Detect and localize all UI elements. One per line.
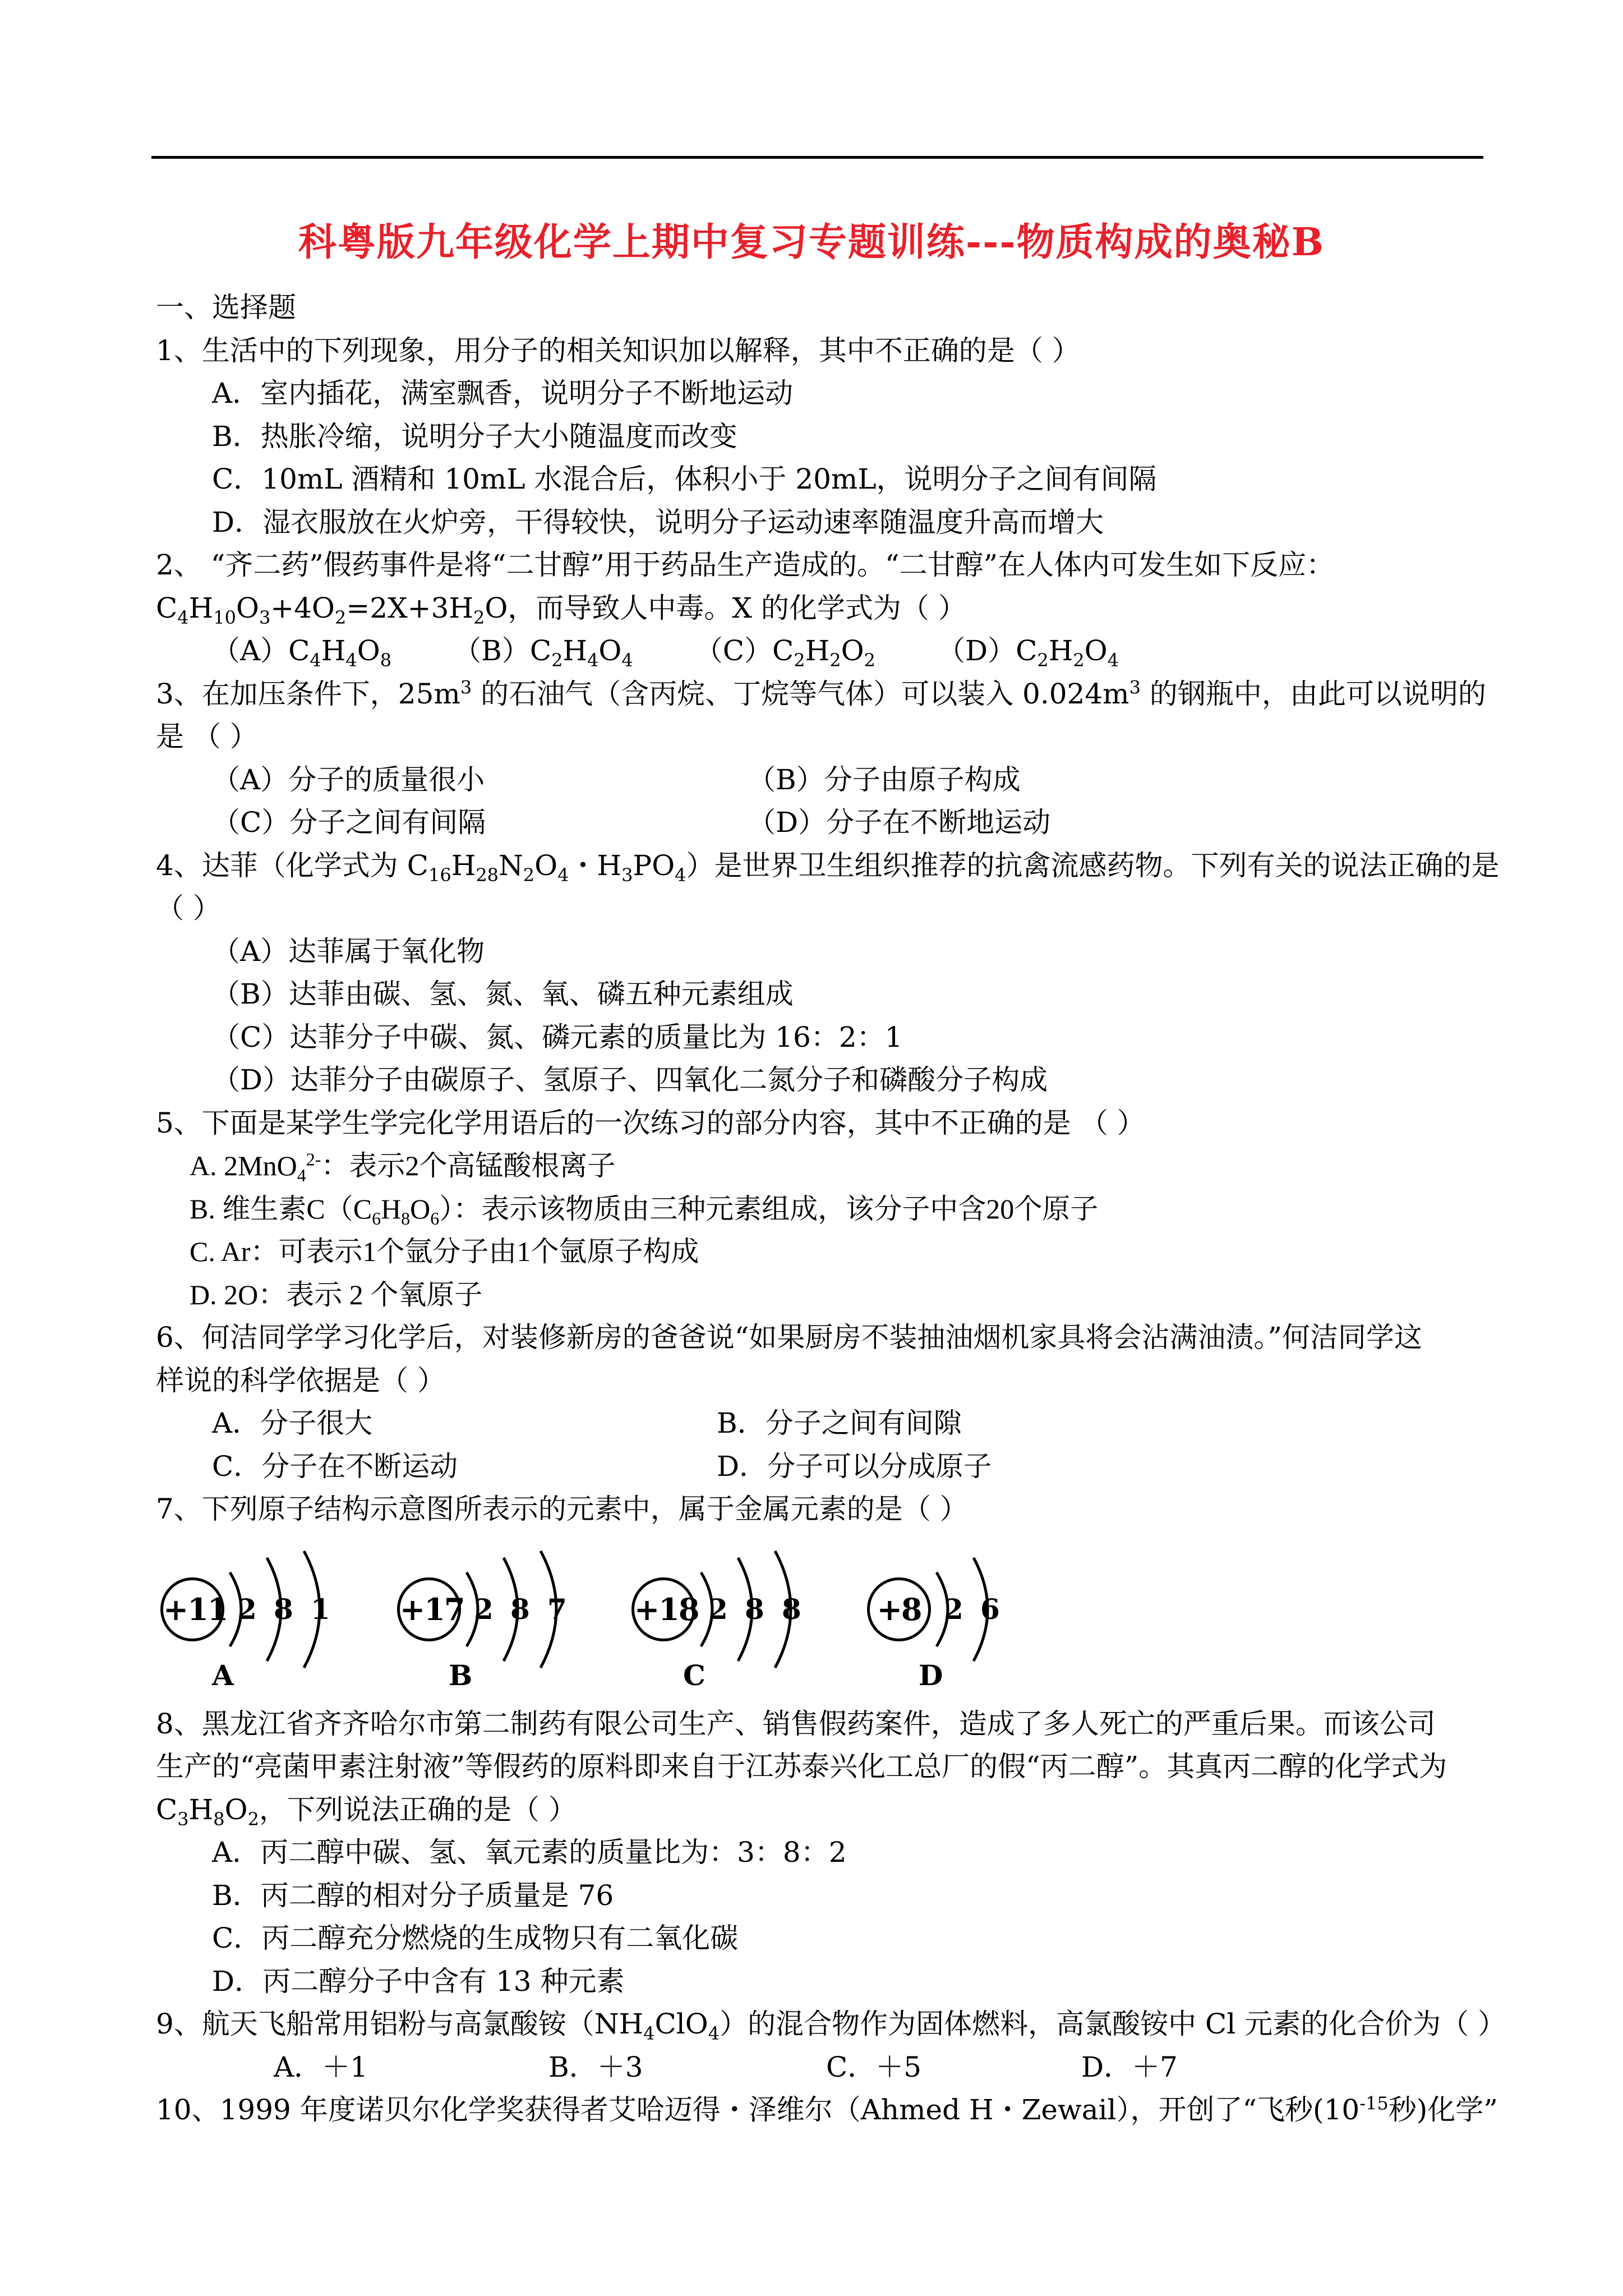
question-9-option-d: D．＋7 [1081,2050,1178,2083]
question-list [156,286,1506,2132]
question-6-option-c: C．分子在不断运动 [212,1450,458,1483]
question-8-option-b: B．丙二醇的相对分子质量是 76 [212,1879,614,1912]
question-5-option-a: A. 2MnO$_4^{2-}$：表示2个高锰酸根离子 [190,1149,616,1185]
question-6-option-d: D．分子可以分成原子 [717,1450,992,1483]
header-rule [151,156,1483,159]
atom-b-shell-1: 2 [474,1592,494,1626]
question-9-option-b: B．＋3 [548,2050,643,2083]
atom-a-shell-2: 8 [274,1592,293,1626]
question-1-option-c: C．10mL 酒精和 10mL 水混合后，体积小于 20mL，说明分子之间有间隔 [212,463,1157,495]
atom-c-shell-3: 8 [782,1592,801,1626]
atom-a-shell-1: 2 [237,1592,257,1626]
atom-b-shell-3: 7 [547,1592,567,1626]
atom-diagram-c [627,1531,874,1703]
question-3-stem: 3、在加压条件下，$25m^3$ 的石油气（含丙烷、丁烷等气体）可以装入 $0.024m^3$ 的钢瓶中，由此可以说明的 [156,676,1486,710]
question-9-option-c: C．＋5 [826,2050,922,2083]
question-1-stem: 1、生活中的下列现象，用分子的相关知识加以解释，其中不正确的是（ ） [156,334,1080,367]
question-3-option-d: （D）分子在不断地运动 [748,806,1051,839]
question-8-stem-cont: 生产的“亮菌甲素注射液”等假药的原料即来自于江苏泰兴化工总厂的假“丙二醇”。其真丙二醇的化学式为 [156,1750,1447,1783]
question-10-stem: 10、1999 年度诺贝尔化学奖获得者艾哈迈得・泽维尔（Ahmed H・Zewail），开创了“飞秒($10^{-15}$秒)化学” [156,2092,1498,2126]
atom-b-nucleus: +17 [397,1577,461,1641]
question-9-option-a: A．＋1 [274,2050,368,2083]
question-3-option-c: （C）分子之间有间隔 [212,806,486,839]
atom-c-label: C [683,1658,706,1692]
question-2-option-b: $(B)C_2H_4O_4$ [453,634,633,671]
atom-diagram-d [863,1531,1109,1703]
atom-diagram-b [393,1531,639,1703]
question-5-stem: 5、下面是某学生学完化学用语后的一次练习的部分内容，其中不正确的是 （ ） [156,1106,1145,1139]
question-6-option-b: B．分子之间有间隙 [717,1407,962,1439]
question-3-options-row-2 [156,801,1485,844]
page-title: 科粤版九年级化学上期中复习专题训练---物质构成的奥秘B [298,220,1325,265]
question-3-stem-cont: 是 （ ） [156,720,258,753]
question-2-stem: 2、 “齐二药”假药事件是将“二甘醇”用于药品生产造成的。“二甘醇”在人体内可发生如下反应： [156,549,1335,581]
question-2-equation-tail: ，而导致人中毒。X 的化学式为（ ） [508,591,966,624]
question-4-option-d: （D）达菲分子由碳原子、氢原子、四氧化二氮分子和磷酸分子构成 [212,1064,1048,1096]
question-8-option-d: D．丙二醇分子中含有 13 种元素 [212,1964,625,1998]
atom-d-nucleus: +8 [867,1577,931,1641]
atom-c-shell-1: 2 [708,1592,728,1626]
atom-d-shell-2: 6 [980,1592,1000,1626]
question-1-option-d: D．湿衣服放在火炉旁，干得较快，说明分子运动速率随温度升高而增大 [212,505,1104,539]
question-6-stem: 6、何洁同学学习化学后，对装修新房的爸爸说“如果厨房不装抽油烟机家具将会沾满油渍。”何洁同学这 [156,1321,1422,1354]
question-6-stem-cont: 样说的科学依据是（ ） [156,1364,445,1397]
question-4-option-b: （B）达菲由碳、氢、氮、氧、磷五种元素组成 [212,978,794,1010]
atom-a-nucleus: +11 [160,1577,224,1641]
atom-b-shell-2: 8 [510,1592,530,1626]
question-6-options-row-1 [156,1402,1485,1445]
question-9-options [156,2046,1485,2089]
atom-c-nucleus: +18 [631,1577,695,1641]
question-6-option-a: A．分子很大 [212,1407,373,1439]
question-5-option-c: C. Ar：可表示1个氩分子由1个氩原子构成 [190,1236,699,1267]
question-4-option-c: （C）达菲分子中碳、氮、磷元素的质量比为 16：2：1 [212,1020,903,1053]
question-2-option-c: $(C)C_2H_2O_2$ [694,634,875,671]
question-4-stem-cont: （ ） [156,892,221,924]
question-8-stem: 8、黑龙江省齐齐哈尔市第二制药有限公司生产、销售假药案件，造成了多人死亡的严重后果。而该公司 [156,1707,1436,1740]
atom-c-shell-2: 8 [745,1592,764,1626]
atom-b-label: B [449,1658,473,1692]
question-4-option-a: （A）达菲属于氧化物 [212,935,485,968]
question-2-options [156,629,1485,673]
atom-d-shell-1: 2 [944,1592,963,1626]
question-8-formula-line: $C_3H_8O_2$，下列说法正确的是（ ） [156,1793,577,1830]
question-3-option-b: （B）分子由原子构成 [748,763,1021,796]
question-5-option-b: B. 维生素$C(C_6H_8O_6)$：表示该物质由三种元素组成，该分子中含20个原子 [190,1193,1099,1228]
question-2-option-d: $(D)C_2H_2O_4$ [937,634,1119,671]
atom-a-label: A [212,1658,234,1692]
question-8-option-a: A．丙二醇中碳、氢、氧元素的质量比为：3：8：2 [212,1836,847,1869]
question-9-stem: 9、航天飞船常用铝粉与高氯酸铵$(NH_4ClO_4)$的混合物作为固体燃料，高氯酸铵中 Cl 元素的化合价为（ ） [156,2008,1506,2044]
question-6-options-row-2 [156,1445,1485,1488]
question-1-option-b: B．热胀冷缩，说明分子大小随温度而改变 [212,420,737,453]
question-1-option-a: A．室内插花，满室飘香，说明分子不断地运动 [212,377,794,409]
question-3-option-a: （A）分子的质量很小 [212,763,485,796]
question-2-equation: $C_4H_{10}O_3+4O_2=2X+3H_2O$，而导致人中毒。X 的化学式为（ ） [156,591,966,628]
question-3-options-row-1 [156,758,1485,802]
question-7-stem: 7、下列原子结构示意图所表示的元素中，属于金属元素的是（ ） [156,1493,968,1525]
question-2-option-a: $(A)C_4H_4O_8$ [212,634,392,671]
question-8-option-c: C．丙二醇充分燃烧的生成物只有二氧化碳 [212,1922,739,1954]
atom-structure-diagrams [156,1531,1485,1703]
atom-diagram-a [156,1531,403,1703]
question-5-option-d: D. 2O：表示 2 个氧原子 [190,1278,483,1310]
question-4-stem: 4、达菲（化学式为 $C_{16}H_{28}N_2O_4$・$H_3PO_4$）是世界卫生组织推荐的抗禽流感药物。下列有关的说法正确的是 [156,849,1500,886]
section-heading: 一、选择题 [156,291,296,324]
atom-a-shell-3: 1 [311,1592,330,1626]
atom-d-label: D [919,1658,943,1692]
